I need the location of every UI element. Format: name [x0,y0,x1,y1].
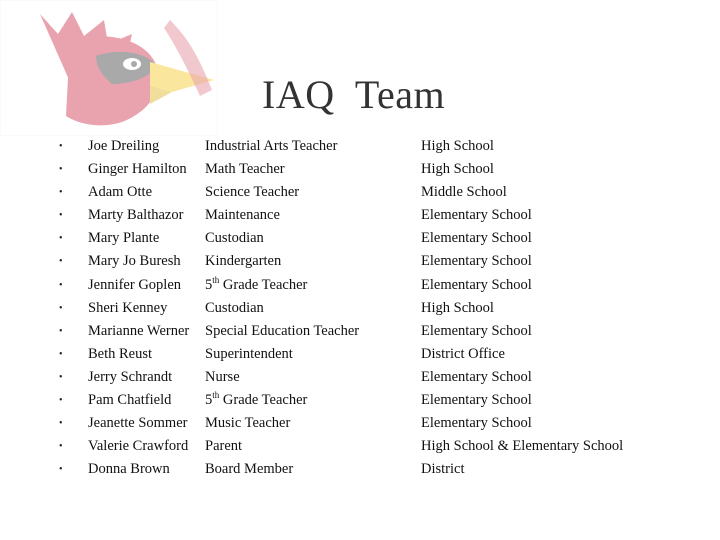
bullet-icon: • [59,141,63,152]
member-role [205,343,293,366]
list-item [0,389,720,412]
list-item [0,158,720,181]
list-item [0,366,720,389]
bullet-icon: • [59,441,63,453]
list-item [0,250,720,273]
member-role-ordinal: th [212,390,220,401]
member-school: High School & Elementary School [421,438,624,455]
member-school: District Office [421,345,505,362]
member-school: High School [421,138,494,154]
list-item [0,435,720,458]
member-role [205,389,307,412]
member-name: Marty Balthazor [88,207,184,224]
bullet-icon: • [59,395,63,407]
bullet-icon: • [59,418,63,430]
member-role-text: Board Member [205,461,294,478]
member-role [205,274,307,297]
member-role-text: Kindergarten [205,253,282,270]
list-item [0,343,720,366]
bullet-icon: • [59,187,63,199]
member-name: Valerie Crawford [88,438,189,455]
member-role [205,181,299,204]
member-name: Joe Dreiling [88,138,160,154]
member-name: Jeanette Sommer [88,415,188,432]
member-role-rest: Grade Teacher [219,276,308,293]
member-name: Ginger Hamilton [88,161,187,178]
member-role-text: Science Teacher [205,184,300,201]
member-name: Donna Brown [88,461,170,478]
member-name: Jerry Schrandt [88,368,173,385]
member-school: High School [421,161,494,178]
list-item [0,297,720,320]
member-role [205,227,264,250]
list-item [0,458,720,481]
member-role-text: 5 [205,276,213,293]
member-role [205,204,280,227]
member-role-text: Math Teacher [205,161,285,178]
list-item [0,274,720,297]
member-role-rest: Grade Teacher [219,392,308,409]
member-role [205,366,240,389]
list-item [0,135,720,158]
member-role-text: Superintendent [205,345,293,362]
member-role [205,412,290,435]
member-role-text: Maintenance [205,207,280,224]
bullet-icon: • [59,279,63,291]
bullet-icon: • [59,464,63,476]
bullet-icon: • [59,371,63,383]
bullet-icon: • [59,164,63,176]
member-name: Mary Plante [88,230,160,247]
bullet-icon: • [59,325,63,337]
member-role [205,250,281,273]
member-role-text: Special Education Teacher [205,322,360,339]
slide-title: IAQ Team [262,72,446,117]
member-role [205,458,293,481]
list-item [0,320,720,343]
list-item [0,412,720,435]
member-school: Elementary School [421,253,532,270]
bullet-icon: • [59,348,63,360]
bullet-icon: • [59,210,63,222]
member-school: Elementary School [421,322,532,339]
cardinal-logo-watermark [0,0,218,136]
member-school: Elementary School [421,207,532,224]
member-role [205,320,359,343]
bullet-icon: • [59,302,63,314]
member-role-text: Music Teacher [205,415,291,432]
list-item [0,181,720,204]
member-school: Elementary School [421,276,532,293]
member-role-text: 5 [205,392,213,409]
member-school: Elementary School [421,392,532,409]
team-roster-list [0,135,720,481]
member-name: Sheri Kenney [88,299,168,316]
bullet-icon: • [59,233,63,245]
member-role [205,435,242,458]
member-name: Pam Chatfield [88,392,172,409]
bullet-icon: • [59,256,63,268]
member-name: Marianne Werner [88,322,190,339]
member-school: Elementary School [421,368,532,385]
member-name: Jennifer Goplen [88,276,182,293]
member-role-text: Parent [205,438,243,455]
member-school: Elementary School [421,415,532,432]
member-role-ordinal: th [212,274,220,285]
member-school: Middle School [421,184,507,201]
member-school: District [421,461,465,478]
member-role-text: Custodian [205,230,264,247]
member-role-text: Nurse [205,368,240,385]
list-item [0,227,720,250]
member-school: High School [421,299,494,316]
member-school: Elementary School [421,230,532,247]
list-item [0,204,720,227]
member-role [205,158,285,181]
member-name: Adam Otte [88,184,153,201]
member-name: Beth Reust [88,345,153,362]
cardinal-head-icon [0,0,218,136]
member-role [205,135,337,158]
member-name: Mary Jo Buresh [88,253,181,270]
member-role-text: Custodian [205,299,264,316]
member-role-text: Industrial Arts Teacher [205,138,338,154]
member-role [205,297,264,320]
